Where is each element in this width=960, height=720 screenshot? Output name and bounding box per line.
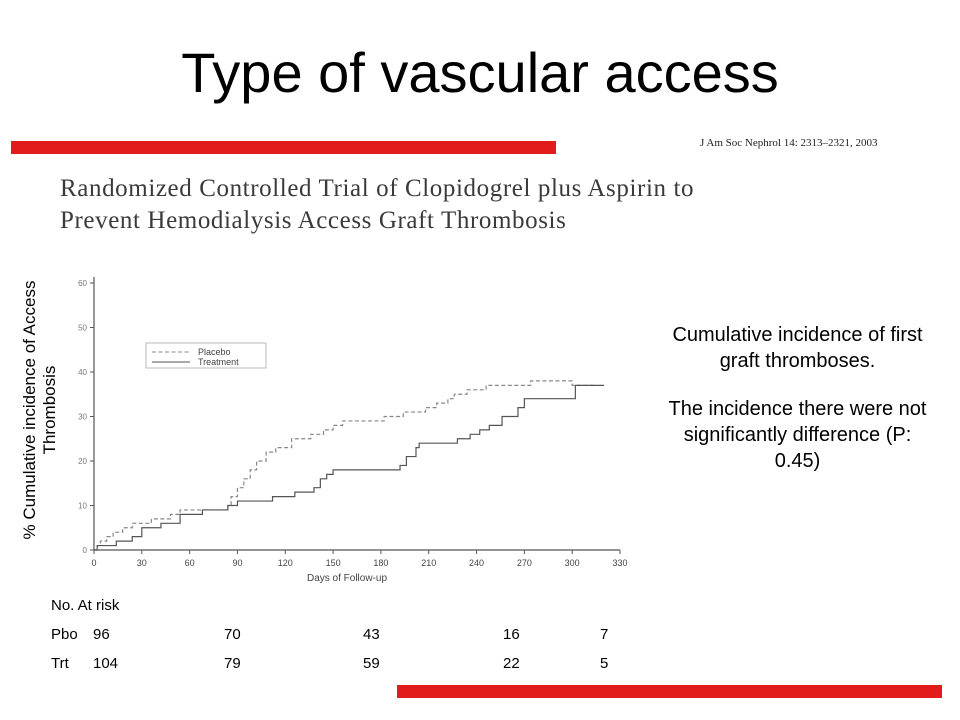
accent-bar-top	[11, 141, 556, 154]
x-tick-label: 90	[232, 558, 243, 568]
y-tick-label: 50	[78, 323, 87, 333]
at-risk-row-label: Trt	[51, 655, 69, 672]
at-risk-cell: 22	[503, 655, 520, 672]
series-line-treatment	[94, 385, 604, 550]
thrombosis-chart	[60, 265, 640, 595]
x-tick-label: 270	[516, 558, 532, 568]
at-risk-cell: 16	[503, 626, 520, 643]
at-risk-cell: 79	[224, 655, 241, 672]
y-axis-label: % Cumulative incidence of Access Thrombosis	[20, 280, 59, 540]
series-line-placebo	[94, 381, 596, 550]
at-risk-row-label: Pbo	[51, 626, 78, 643]
x-tick-label: 300	[564, 558, 580, 568]
at-risk-cell: 96	[93, 626, 110, 643]
x-tick-label: 0	[91, 558, 97, 568]
x-tick-label: 30	[136, 558, 147, 568]
x-tick-label: 210	[421, 558, 437, 568]
y-tick-label: 60	[78, 279, 87, 288]
paper-title	[60, 173, 694, 237]
x-tick-label: 150	[325, 558, 341, 568]
y-tick-label: 30	[78, 412, 87, 422]
x-tick-label: 240	[469, 558, 485, 568]
paper-title-line1: Randomized Controlled Trial of Clopidogrel plus Aspirin to	[60, 175, 695, 202]
x-tick-label: 120	[277, 558, 293, 568]
at-risk-cell: 7	[600, 626, 609, 643]
x-tick-label: 180	[373, 558, 389, 568]
at-risk-cell: 70	[224, 626, 241, 643]
at-risk-cell: 104	[93, 655, 119, 672]
y-tick-label: 10	[78, 501, 87, 511]
at-risk-cell: 59	[363, 655, 380, 672]
paper-title-line2: Prevent Hemodialysis Access Graft Thrombosis	[60, 207, 567, 234]
at-risk-cell: 43	[363, 626, 380, 643]
journal-citation: J Am Soc Nephrol 14: 2313–2321, 2003	[700, 137, 878, 149]
at-risk-cell: 5	[600, 655, 609, 672]
y-tick-label: 20	[78, 457, 87, 466]
accent-bar-bottom	[397, 685, 942, 698]
x-tick-label: 60	[184, 558, 195, 568]
note-cumulative-incidence: Cumulative incidence of first graft thromboses.	[672, 324, 923, 372]
legend-label-placebo: Placebo	[198, 347, 231, 357]
x-axis-label: Days of Follow-up	[306, 573, 388, 584]
slide-title: Type of vascular access	[181, 41, 779, 104]
x-tick-label: 330	[612, 558, 628, 568]
note-significance: The incidence there were not significantly difference (P: 0.45)	[668, 398, 927, 472]
y-tick-label: 40	[78, 368, 87, 377]
at-risk-header: No. At risk	[51, 597, 120, 614]
y-tick-label: 0	[82, 546, 87, 555]
legend-label-treatment: Treatment	[198, 357, 239, 367]
